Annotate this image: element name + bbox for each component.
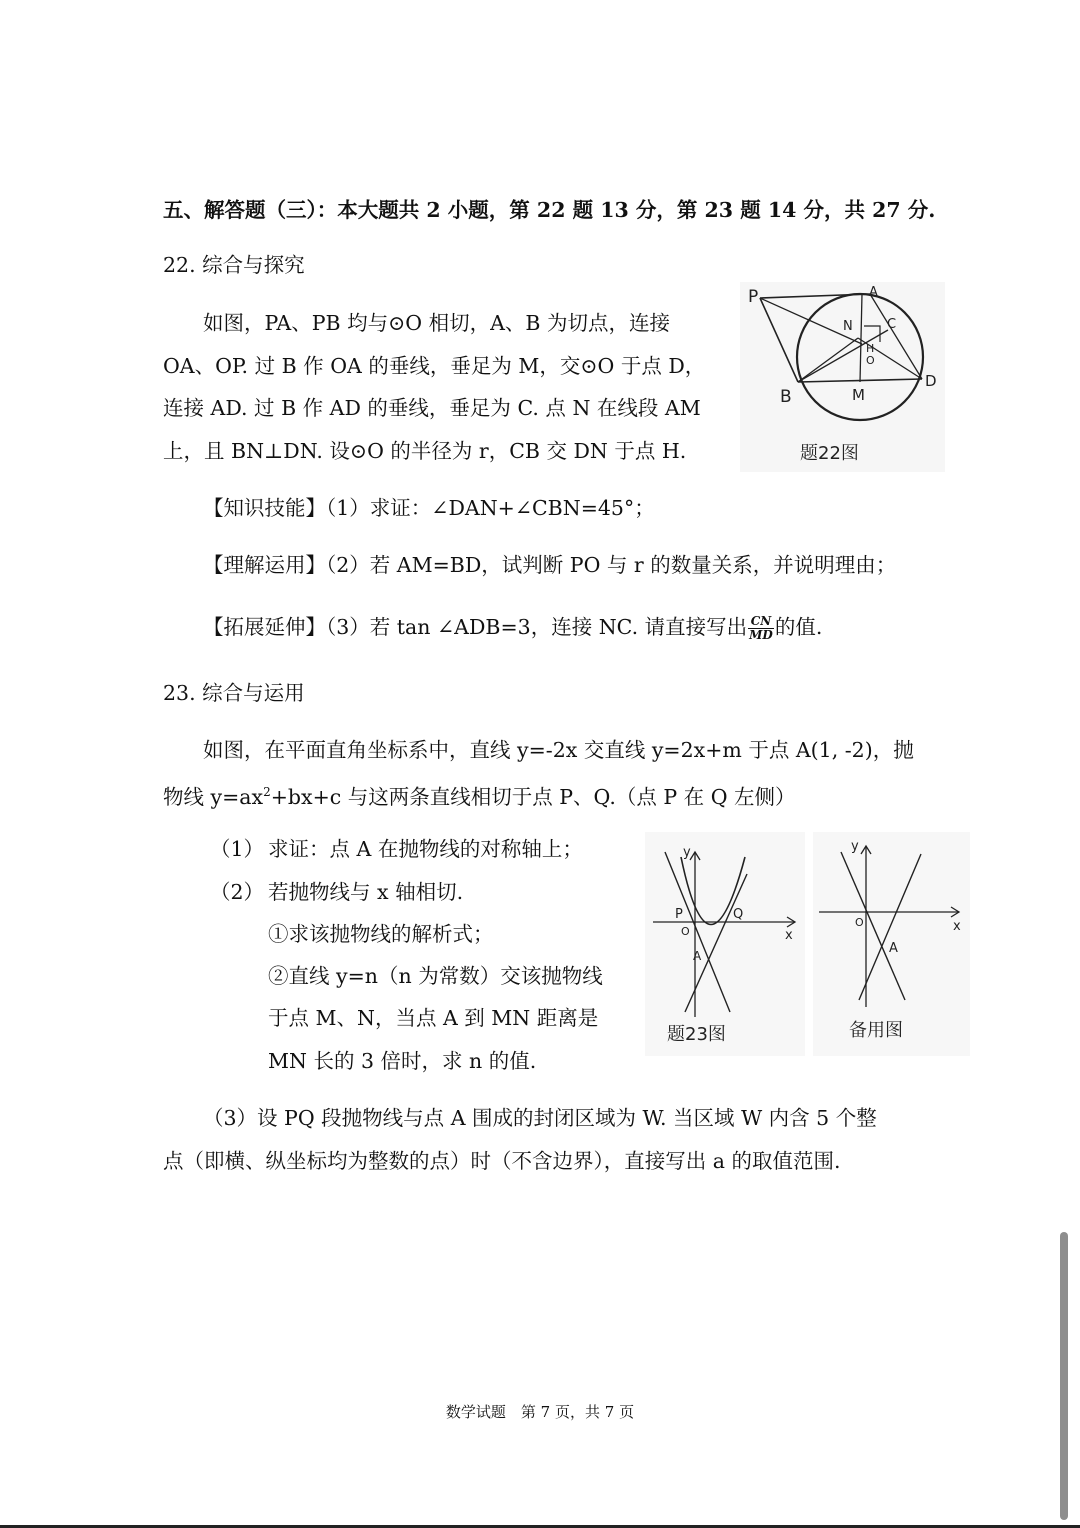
q23-sub1: ①求该抛物线的解析式；	[268, 922, 494, 946]
q22-part1: 【知识技能】（1）求证：∠DAN+∠CBN=45°；	[203, 496, 655, 520]
label-p: P	[748, 287, 759, 307]
label-o: O	[855, 916, 864, 929]
label-d: D	[925, 372, 937, 390]
q23-body-line2	[163, 778, 796, 811]
fraction-denominator: MD	[749, 628, 773, 642]
figure-23	[645, 832, 805, 1056]
q23-body-line1: 如图，在平面直角坐标系中，直线 y=-2x 交直线 y=2x+m 于点 A(1, -2)，抛	[203, 738, 914, 762]
q22-title: 22. 综合与探究	[163, 253, 305, 277]
label-y: y	[851, 839, 859, 854]
backup-figure-drawing	[813, 832, 970, 1056]
q23-part3-line2: 点（即横、纵坐标均为整数的点）时（不含边界），直接写出 a 的取值范围.	[163, 1149, 841, 1173]
q23-body-line2-after: +bx+c 与这两条直线相切于点 P、Q.（点 P 在 Q 左侧）	[270, 784, 796, 809]
page-footer: 数学试题 第 7 页，共 7 页	[445, 1403, 635, 1421]
label-h: H	[866, 342, 875, 355]
label-n: N	[843, 319, 853, 334]
q22-part3-after: 的值.	[774, 615, 823, 639]
label-y: y	[683, 845, 691, 860]
label-o: O	[681, 925, 690, 938]
figure-22-caption: 题22图	[800, 443, 859, 464]
q23-part2-number: （2）	[210, 880, 265, 904]
label-a: A	[869, 285, 878, 300]
figure-23-drawing	[645, 832, 805, 1056]
figure-23-background	[645, 832, 805, 1056]
q23-title: 23. 综合与运用	[163, 681, 305, 705]
vertical-scrollbar[interactable]	[1060, 1232, 1068, 1520]
q23-sub2-line1: ②直线 y=n（n 为常数）交该抛物线	[268, 964, 603, 988]
label-c: C	[887, 317, 897, 332]
q23-sub2-line2: 于点 M、N，当点 A 到 MN 距离是	[268, 1006, 599, 1030]
q22-body-line: 如图，PA、PB 均与⊙O 相切，A、B 为切点，连接	[203, 311, 670, 335]
label-x: x	[953, 919, 961, 934]
q22-part2: 【理解运用】（2）若 AM=BD，试判断 PO 与 r 的数量关系，并说明理由；	[203, 553, 897, 577]
label-p: P	[675, 907, 683, 922]
figure-22	[740, 282, 945, 472]
label-a: A	[693, 949, 702, 963]
q22-body-line: 上，且 BN⊥DN. 设⊙O 的半径为 r，CB 交 DN 于点 H.	[163, 439, 687, 463]
q22-body-line: 连接 AD. 过 B 作 AD 的垂线，垂足为 C. 点 N 在线段 AM	[163, 396, 701, 420]
q23-part1-number: （1）	[210, 837, 265, 861]
label-q: Q	[733, 907, 744, 922]
label-m: M	[852, 386, 865, 404]
exponent: 2	[263, 785, 271, 799]
label-b: B	[780, 387, 792, 407]
q22-body-line: OA、OP. 过 B 作 OA 的垂线，垂足为 M，交⊙O 于点 D，	[163, 354, 706, 378]
backup-figure-caption: 备用图	[849, 1020, 903, 1041]
q23-part1-text: 求证：点 A 在抛物线的对称轴上；	[268, 837, 583, 861]
q23-sub2-line3: MN 长的 3 倍时，求 n 的值.	[268, 1049, 537, 1073]
section-heading: 五、解答题（三）：本大题共 2 小题，第 22 题 13 分，第 23 题 14 分，共 27 分.	[163, 198, 936, 222]
label-o: O	[866, 354, 875, 367]
q23-part2-text: 若抛物线与 x 轴相切.	[268, 880, 464, 904]
q23-part3-line1: （3）设 PQ 段抛物线与点 A 围成的封闭区域为 W. 当区域 W 内含 5 个整	[203, 1106, 877, 1130]
backup-figure	[813, 832, 970, 1056]
figure-22-drawing	[740, 282, 945, 472]
q22-part3-before: 【拓展延伸】（3）若 tan ∠ADB=3，连接 NC. 请直接写出	[203, 615, 748, 639]
cn-over-md-fraction	[748, 615, 774, 642]
q23-body-line2-before: 物线 y=ax	[163, 784, 264, 809]
label-a: A	[889, 941, 898, 956]
fraction-numerator: CN	[748, 615, 774, 629]
label-x: x	[785, 928, 793, 943]
figure-23-caption: 题23图	[667, 1024, 726, 1045]
q22-part3	[203, 613, 822, 642]
